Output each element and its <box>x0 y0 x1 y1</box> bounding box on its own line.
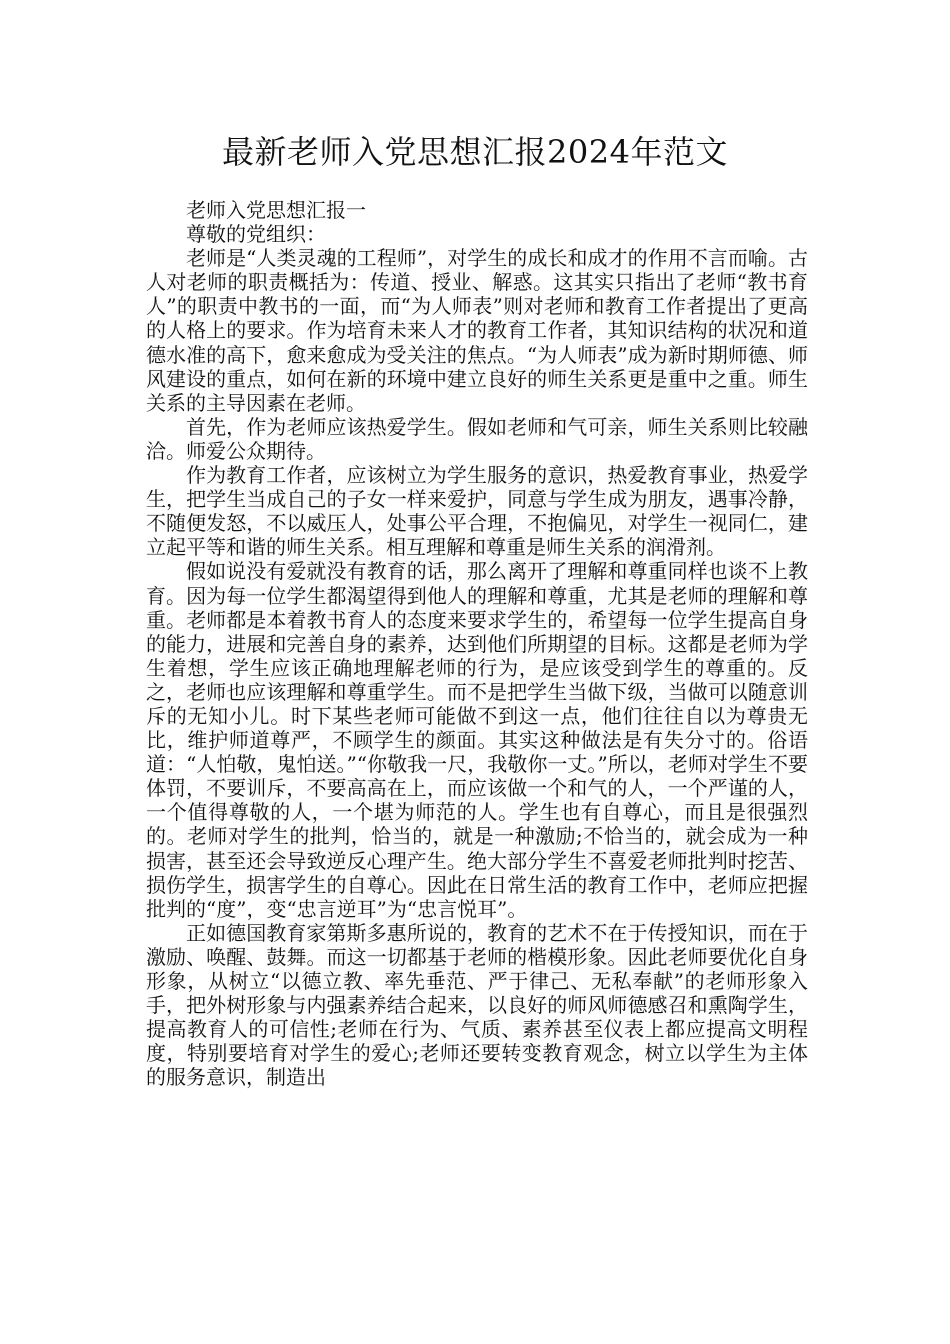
paragraph: 假如说没有爱就没有教育的话，那么离开了理解和尊重同样也谈不上教育。因为每一位学生都渴望得到他人的理解和尊重，尤其是老师的理解和尊重。老师都是本着教书育人的态度来要求学生的，希望每一位学生提高自身的能力，进展和完善自身的素养，达到他们所期望的目标。这都是老师为学生着想，学生应该正确地理解老师的行为，是应该受到学生的尊重的。反之，老师也应该理解和尊重学生。而不是把学生当做下级，当做可以随意训斥的无知小儿。时下某些老师可能做不到这一点，他们往往自以为尊贵无比，维护师道尊严，不顾学生的颜面。其实这种做法是有失分寸的。俗语道：“人怕敬，鬼怕送。”“你敬我一尺，我敬你一丈。”所以，老师对学生不要体罚，不要训斥，不要高高在上，而应该做一个和气的人，一个严谨的人，一个值得尊敬的人，一个堪为师范的人。学生也有自尊心，而且是很强烈的。老师对学生的批判，恰当的，就是一种激励;不恰当的，就会成为一种损害，甚至还会导致逆反心理产生。绝大部分学生不喜爱老师批判时挖苦、损伤学生，损害学生的自尊心。因此在日常生活的教育工作中，老师应把握批判的“度”，变“忠言逆耳”为“忠言悦耳”。 <box>146 559 808 921</box>
paragraph: 老师是“人类灵魂的工程师”，对学生的成长和成才的作用不言而喻。古人对老师的职责概括为：传道、授业、解惑。这其实只指出了老师“教书育人”的职责中教书的一面，而“为人师表”则对老师和教育工作者提出了更高的人格上的要求。作为培育未来人才的教育工作者，其知识结构的状况和道德水准的高下，愈来愈成为受关注的焦点。“为人师表”成为新时期师德、师风建设的重点，如何在新的环境中建立良好的师生关系更是重中之重。师生关系的主导因素在老师。 <box>146 246 808 415</box>
document-body <box>146 198 808 1089</box>
paragraph: 首先，作为老师应该热爱学生。假如老师和气可亲，师生关系则比较融洽。师爱公众期待。 <box>146 414 808 463</box>
salutation: 尊敬的党组织： <box>186 222 326 247</box>
paragraph: 正如德国教育家第斯多惠所说的，教育的艺术不在于传授知识，而在于激励、唤醒、鼓舞。而这一切都基于老师的楷模形象。因此老师要优化自身形象，从树立“以德立教、率先垂范、严于律己、无私奉献”的老师形象入手，把外树形象与内强素养结合起来，以良好的师风师德感召和熏陶学生，提高教育人的可信性;老师在行为、气质、素养甚至仪表上都应提高文明程度，特别要培育对学生的爱心;老师还要转变教育观念，树立以学生为主体的服务意识，制造出 <box>146 920 808 1090</box>
paragraph: 作为教育工作者，应该树立为学生服务的意识，热爱教育事业，热爱学生，把学生当成自己的子女一样来爱护，同意与学生成为朋友，遇事冷静，不随便发怒，不以威压人，处事公平合理，不抱偏见，对学生一视同仁，建立起平等和谐的师生关系。相互理解和尊重是师生关系的润滑剂。 <box>146 463 808 560</box>
document-title: 最新老师入党思想汇报2024年范文 <box>222 133 728 171</box>
section-heading: 老师入党思想汇报一 <box>186 198 366 222</box>
